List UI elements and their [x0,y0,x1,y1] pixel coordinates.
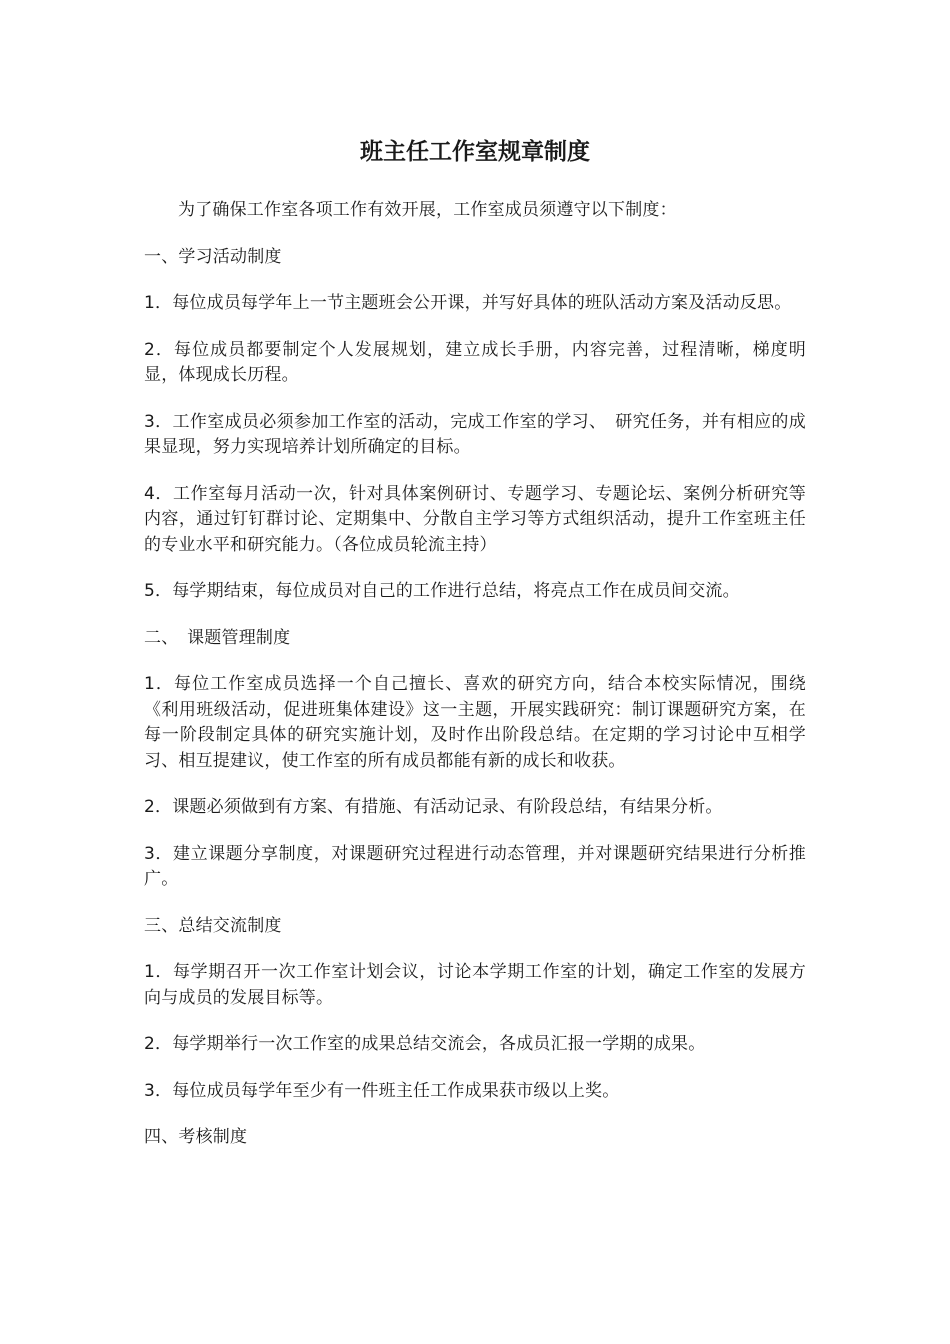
summary-item-2: 2．每学期举行一次工作室的成果总结交流会，各成员汇报一学期的成果。 [144,1034,706,1054]
section-heading-study: 一、学习活动制度 [144,246,282,267]
study-item-4: 4．工作室每月活动一次，针对具体案例研讨、专题学习、专题论坛、案例分析研究等内容，通过钉钉群讨论、定期集中、分散自主学习等方式组织活动，提升工作室班主任的专业水平和研究能力。（各位成员轮流主持） [144,483,806,555]
summary-item-3: 3．每位成员每学年至少有一件班主任工作成果获市级以上奖。 [144,1080,620,1101]
summary-item-1: 1．每学期召开一次工作室计划会议，讨论本学期工作室的计划，确定工作室的发展方向与成员的发展目标等。 [144,962,806,1008]
study-item-3: 3．工作室成员必须参加工作室的活动，完成工作室的学习、 研究任务，并有相应的成果显现，努力实现培养计划所确定的目标。 [144,411,806,457]
document-body [144,198,806,1172]
section-heading-project: 二、 课题管理制度 [144,627,291,648]
section-heading-assessment: 四、考核制度 [144,1127,248,1147]
page-title: 班主任工作室规章制度 [360,139,590,165]
section-heading-summary: 三、总结交流制度 [144,915,282,936]
intro-paragraph: 为了确保工作室各项工作有效开展，工作室成员须遵守以下制度： [178,200,677,220]
project-item-3: 3．建立课题分享制度，对课题研究过程进行动态管理，并对课题研究结果进行分析推广。 [144,843,806,889]
study-item-1: 1．每位成员每学年上一节主题班会公开课，并写好具体的班队活动方案及活动反思。 [144,293,792,313]
project-item-1: 1．每位工作室成员选择一个自己擅长、喜欢的研究方向，结合本校实际情况，围绕《利用班级活动，促进班集体建设》这一主题，开展实践研究：制订课题研究方案，在每一阶段制定具体的研究实施计划，及时作出阶段总结。在定期的学习讨论中互相学习、相互提建议，使工作室的所有成员都能有新的成长和收获。 [144,674,806,771]
study-item-2: 2．每位成员都要制定个人发展规划，建立成长手册，内容完善，过程清晰，梯度明显，体现成长历程。 [144,339,806,385]
study-item-5: 5．每学期结束，每位成员对自己的工作进行总结，将亮点工作在成员间交流。 [144,581,740,601]
project-item-2: 2．课题必须做到有方案、有措施、有活动记录、有阶段总结，有结果分析。 [144,797,723,817]
